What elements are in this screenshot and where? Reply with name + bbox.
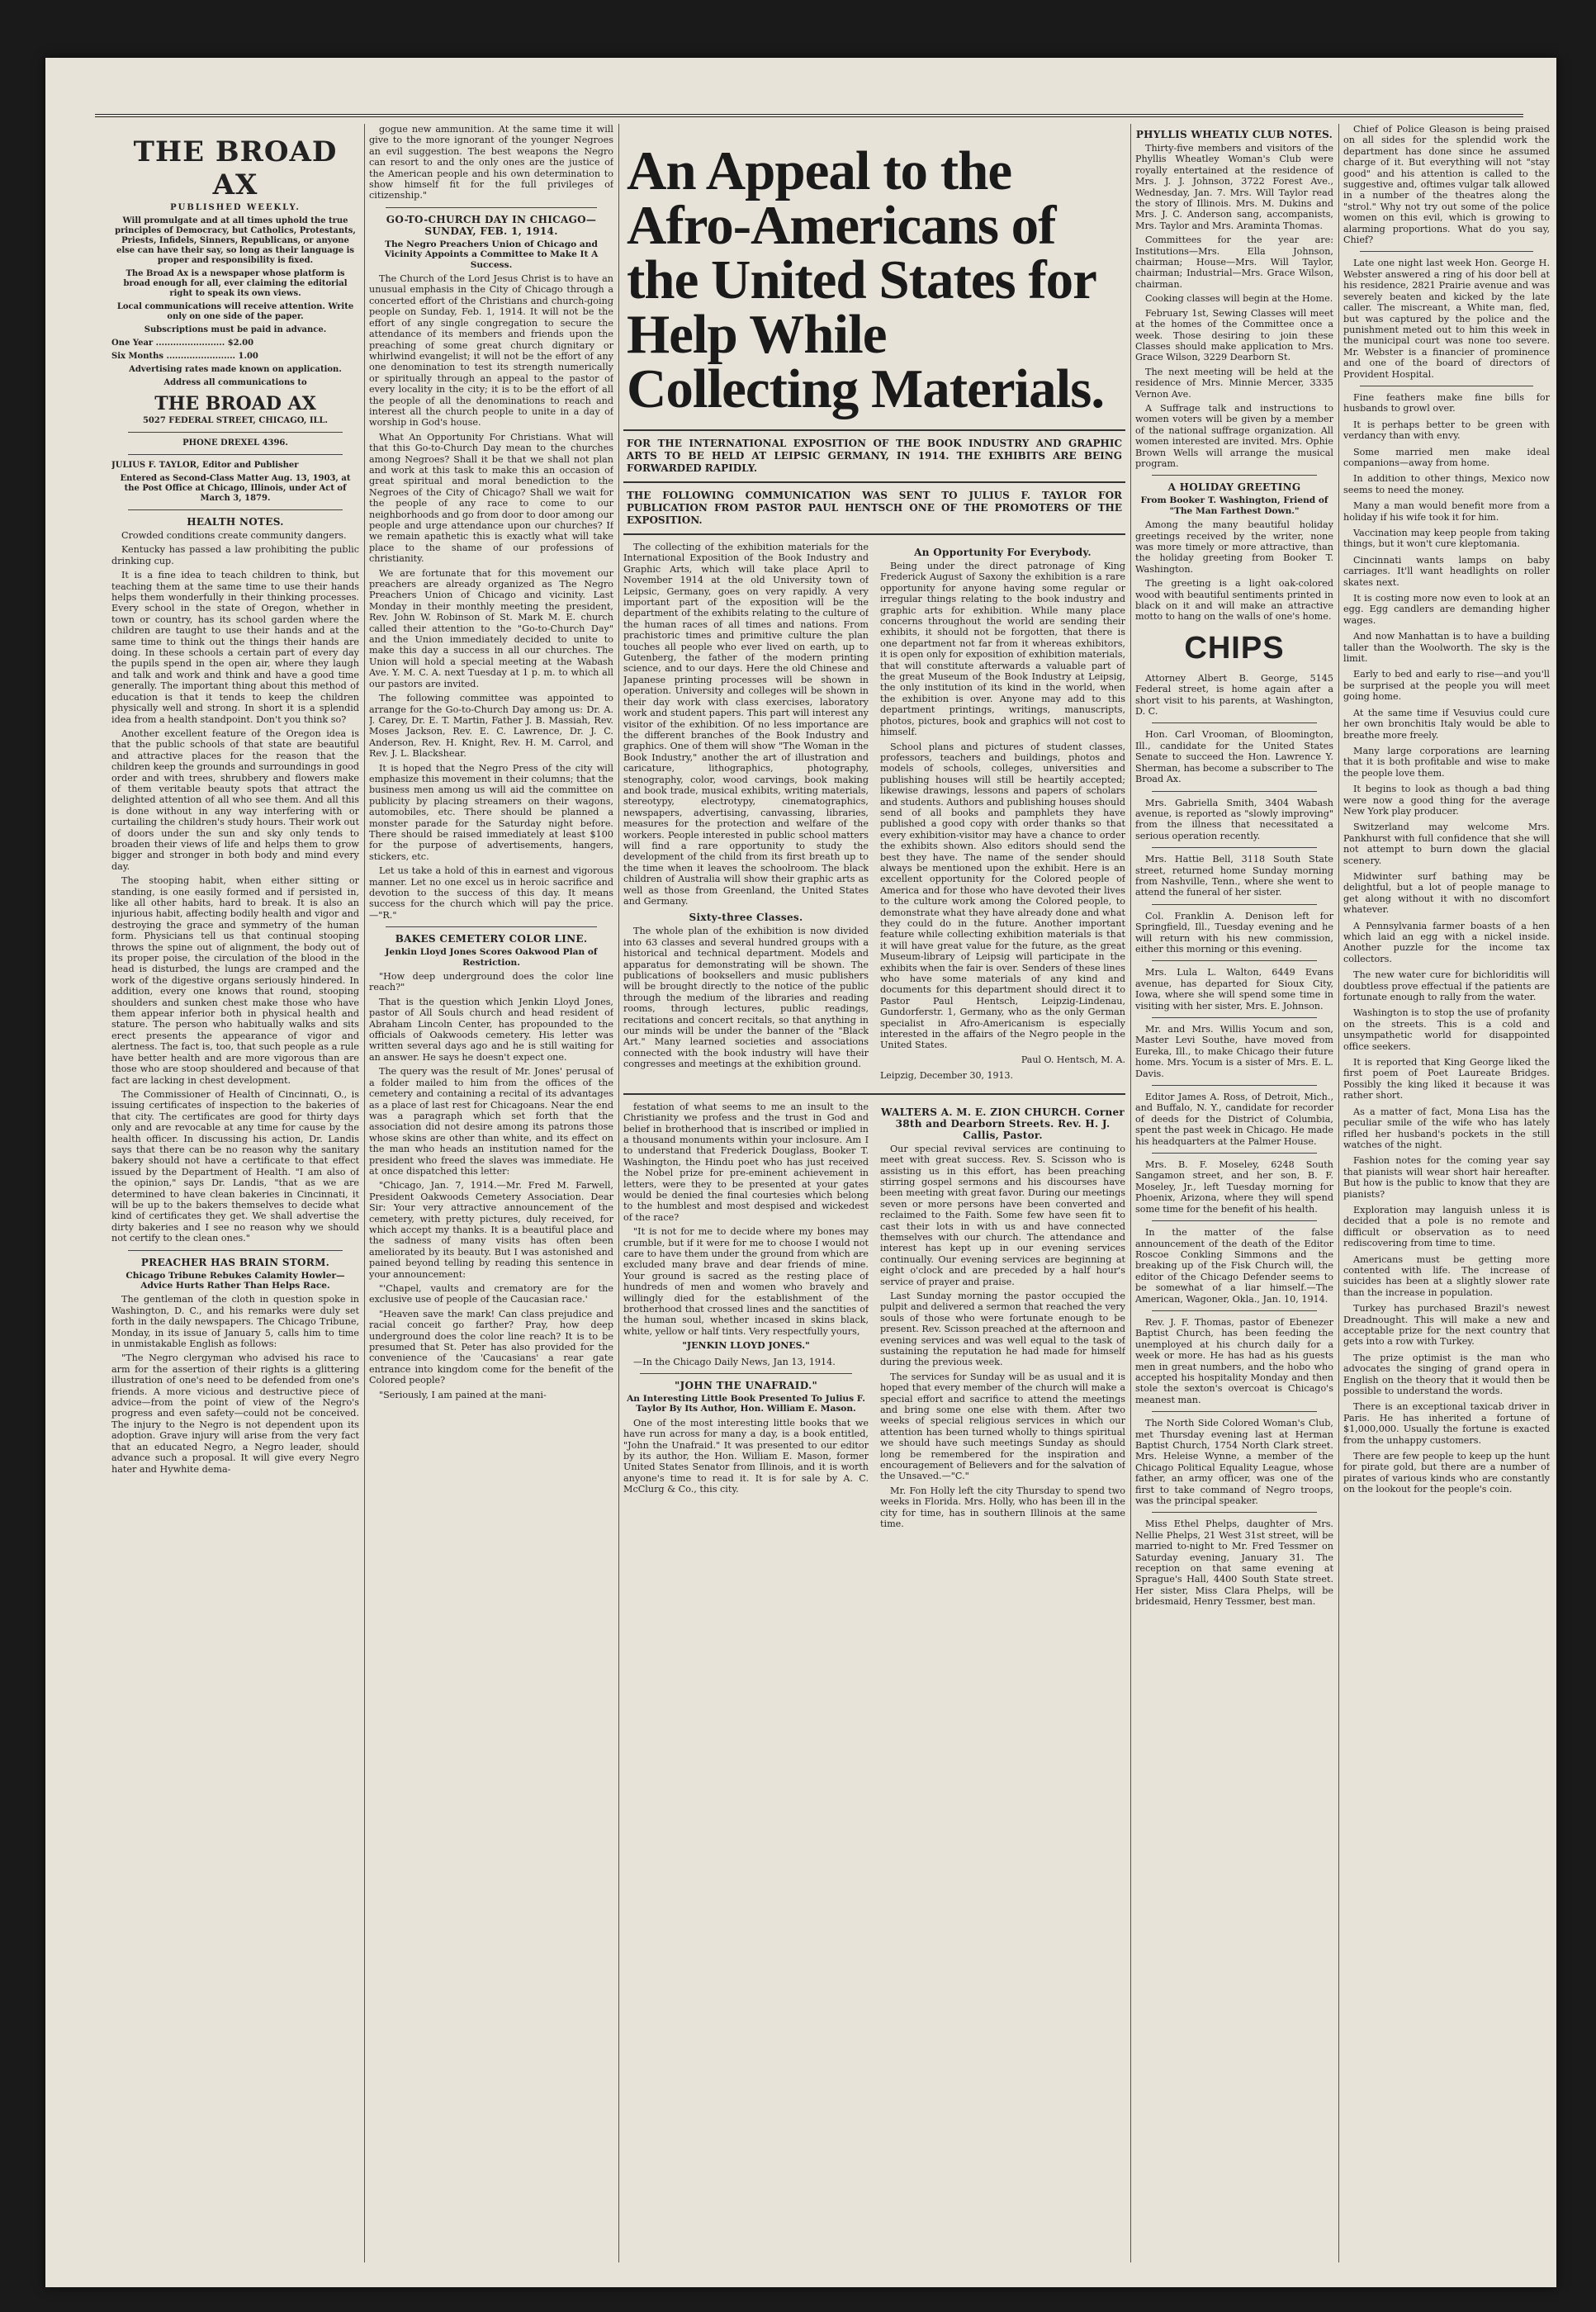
- chips-item: The North Side Colored Woman's Club, met Thursday evening last at Herman Baptist Church, 1754 North Clark street. Mrs. Heleise Wynne, a member of the Chicago Political Equality League, whose father, an army officer, was one of the first to take command of Negro troops, was the principal speaker.: [1135, 1418, 1333, 1507]
- phyllis-paragraph: February 1st, Sewing Classes will meet at the homes of the Committee once a week. Those desiring to join these Classes should make application to Mrs. Grace Wilson, 3229 Dearborn St.: [1135, 307, 1333, 363]
- walters-paragraph: The services for Sunday will be as usual and it is hoped that every member of the church will make a special effort and sacrifice to attend the meetings and bring some one else with them. After two weeks of special religious services in which our attention has been turned wholly to things spiritual we should have such meetings Sunday as should long be remembered for the inspiration and encouragement of Believers and for the salvation of the Unsaved.—"C.": [880, 1371, 1125, 1482]
- paragraph-note: It is costing more now even to look at an egg. Egg candlers are demanding higher wages.: [1343, 593, 1550, 626]
- church-paragraph: What An Opportunity For Christians. What will that this Go-to-Church Day mean to the churches among Negroes? Shall it be that we shall not plan and work at this task to make this an occasion of great spiritual and moral benediction to the Negroes of the City of Chicago? Shall we wait for the people of any race to come to our neighborhoods and go from door to door among our people and urge attendance upon our churches? If we remain apathetic this is exactly what will take place to the shame of our professions of christianity.: [369, 431, 613, 565]
- lower-right-column: [880, 1102, 1125, 1533]
- church-paragraph: It is hoped that the Negro Press of the city will emphasize this movement in their columns; that the business men among us will aid the committee on publicity by placing streamers on their wagons, automobiles, etc. There should be planned a monster parade for the Saturday night before. There should be raised immediately at least $100 for the purpose of advertisements, hangers, stickers, etc.: [369, 762, 613, 862]
- paragraph-note: Cincinnati wants lamps on baby carriages. It'll want headlights on roller skates next.: [1343, 554, 1550, 588]
- separator: [640, 1373, 852, 1374]
- preacher-subheading: Chicago Tribune Rebukes Calamity Howler—Advice Hurts Rather Than Helps Race.: [126, 1270, 345, 1291]
- column-divider: [618, 124, 619, 2262]
- paragraph-note: A Pennsylvania farmer boasts of a hen which laid an egg with a nickel inside. Another puzzle for the income tax collectors.: [1343, 920, 1550, 964]
- health-notes-heading: HEALTH NOTES.: [187, 516, 284, 528]
- paragraph-note: There is an exceptional taxicab driver in Paris. He has inherited a fortune of $1,000,000. Usually the fortune is exacted from the unhappy customers.: [1343, 1401, 1550, 1446]
- separator: [1152, 1085, 1317, 1086]
- rule: [623, 1093, 1125, 1095]
- holiday-greeting-subheading: From Booker T. Washington, Friend of "The Man Farthest Down.": [1140, 495, 1328, 516]
- chips-item: Rev. J. F. Thomas, pastor of Ebenezer Baptist Church, has been feeding the unemployed at his church daily for a week or more. He has had as his guests men in great numbers, and the hobo who accepted his hospitality Monday and then stole the sexton's overcoat is Chicago's meanest man.: [1135, 1316, 1333, 1405]
- separator: [1152, 847, 1317, 848]
- paragraph-note: And now Manhattan is to have a building taller than the Woolworth. The sky is the limit.: [1343, 631, 1550, 665]
- cemetery-paragraph: That is the question which Jenkin Lloyd Jones, pastor of All Souls church and head resident of Abraham Lincoln Center, has propounded to the officials of Oakwoods cemetery. His letter was written several days ago and he is still waiting for an answer. He says he doesn't expect one.: [369, 996, 613, 1063]
- column-divider: [364, 124, 365, 2262]
- paragraph-note: Washington is to stop the use of profanity on the streets. This is a cold and unsympathetic world for disappointed office seekers.: [1343, 1007, 1550, 1052]
- masthead-title-2: THE BROAD AX: [154, 393, 316, 415]
- cemetery-source: —In the Chicago Daily News, Jan 13, 1914.: [633, 1356, 836, 1367]
- chips-item: Miss Ethel Phelps, daughter of Mrs. Nellie Phelps, 21 West 31st street, will be married to-night to Mr. Fred Tessmer on Saturday evening, January 31. The reception on that same evening at Sprague's Hall, 4400 South State street. Her sister, Miss Clara Phelps, will be bridesmaid, Henry Tessmer, best man.: [1135, 1518, 1333, 1608]
- column-2: [369, 124, 613, 2262]
- health-paragraph: Another excellent feature of the Oregon idea is that the public schools of that state are beautiful and attractive places for the reason that the children keep the grounds and surroundings in good order and with trees, shrubbery and flowers make of them veritable beauty spots that attract the delighted attention of all who see them. And all this is done without in any way interfering with or curtailing the children's study hours. Their work out of doors under the sun and sky only tends to broaden their views of life and helps them to grow bigger and stronger in both body and mind every day.: [111, 727, 359, 872]
- column-4: [1135, 124, 1333, 2262]
- feature-body: [623, 542, 1125, 1087]
- masthead-advertising: Advertising rates made known on application.: [129, 365, 342, 374]
- masthead-phone: PHONE DREXEL 4396.: [182, 438, 288, 448]
- church-paragraph: The Church of the Lord Jesus Christ is to have an unusual emphasis in the City of Chicago through a concerted effort of the Christians and church-going people on Sunday, Feb. 1, 1914. It will not be the effort of any single congregation to secure the attendance of its members and friends upon the preaching of some great church dignitary or whirlwind evangelist; it will not be the effort of any one denomination to test its strength numerically or spiritually through an appeal to the pastor of every locality in the city; it is to be the effort of all the people of all the denominations to reach and interest all the church people to unite in a day of worship in God's house.: [369, 273, 613, 429]
- feature-headline: An Appeal to the Afro-Americans of the United States for Help While Collecting Materials.: [627, 140, 1105, 419]
- paragraph-note: The new water cure for bichloriditis will doubtless prove effectual if the patients are fortunate enough to rally from the water.: [1343, 969, 1550, 1003]
- chips-item: Mr. and Mrs. Willis Yocum and son, Master Levi Southe, have moved from Eureka, Ill., to make Chicago their future home. Mrs. Yocum is a sister of Mrs. E. L. Davis.: [1135, 1024, 1333, 1079]
- separator: [128, 454, 343, 455]
- separator: [386, 207, 597, 208]
- church-day-heading: GO-TO-CHURCH DAY IN CHICAGO—SUNDAY, FEB. 1, 1914.: [386, 213, 597, 237]
- phyllis-wheatly-heading: PHYLLIS WHEATLY CLUB NOTES.: [1135, 129, 1333, 140]
- column-divider: [1338, 124, 1339, 2262]
- book-subheading: An Interesting Little Book Presented To Julius F. Taylor By Its Author, Hon. William E. Mason.: [627, 1394, 865, 1414]
- paragraph-note: Late one night last week Hon. George H. Webster answered a ring of his door bell at his residence, 2821 Prairie avenue and was severely beaten and kicked by the late caller. The miscreant, a White man, fled, but was captured by the police and the punishment meted out to him this week in the municipal court was none too severe. Mr. Webster is a financier of prominence and one of the board of directors of Provident Hospital.: [1343, 258, 1550, 380]
- feature-subheading: Sixty-three Classes.: [689, 912, 803, 924]
- masthead-one-year: One Year ........................ $2.00: [111, 339, 254, 348]
- masthead-newspaper-note: The Broad Ax is a newspaper whose platform is broad enough for all, ever claiming the editorial right to speak its own views.: [123, 269, 348, 298]
- feature-paragraph: Being under the direct patronage of King Frederick August of Saxony the exhibition is a rare opportunity for anyone having some regular or irregular things relating to the book industry and graphic arts for exhibition. While many place concerns throughout the world are sending their exhibits, it should not be forgotten, that there is one department not far from it whereas exhibitors, it is open only for exposition of exhibition materials, that will constitute afterwards a valuable part of the great Museum of the Book Industry at Leipsig, the only institution of its kind in the world, when the exhibition is over. Anyone may add to this department printings, writings, manuscripts, photos, pictures, book and graphics will not cost to himself.: [880, 561, 1125, 738]
- health-paragraph: It is a fine idea to teach children to think, but teaching them at the same time to use their hands helps them wonderfully in their thinking processes. Every school in the state of Oregon, whether in town or country, has its school garden where the children are taught to use their hands and at the same time to think out the things their hands are doing. In these schools a certain part of every day the pupils spend in the open air, where they laugh and talk and work and think and have a good time generally. The important thing about this method of education is that it tends to keep the children physically well and strong. In short it is a splendid idea from a health standpoint. Don't you think so?: [111, 570, 359, 725]
- paragraph-note: Turkey has purchased Brazil's newest Dreadnought. This will make a new and acceptable prize for the next country that gets into a row with Turkey.: [1343, 1303, 1550, 1348]
- health-paragraph: Kentucky has passed a law prohibiting the public drinking cup.: [111, 544, 359, 566]
- column-5: [1343, 124, 1550, 2262]
- health-paragraph: The stooping habit, when either sitting or standing, is one easily formed and if persisted in, like all other habits, hard to break. It is also an injurious habit, affecting bodily health and vigor and destroying the grace and symmetry of the human form. Physicians tell us that continual stooping throws the spine out of alignment, the body out of its proper poise, the circulation of the blood in the head is disturbed, the lungs are cramped and the work of the digestive organs seriously hindered. In addition, every one knows that round, stooping shoulders and sunken chest make those who have them appear inferior both in physical health and stature. The person who habitually walks and sits erect presents the appearance of vigor and alertness. The fact is, too, that such people as a rule have better health and are more vigorous than are those who are stoop shouldered and because of that fact are lacking in chest development.: [111, 875, 359, 1086]
- paragraph-note: Many a man would benefit more from a holiday if his wife took it for him.: [1343, 500, 1550, 523]
- paragraph-note: As a matter of fact, Mona Lisa has the peculiar smile of the wife who has lately rifled her husband's pockets in the still watches of the night.: [1343, 1106, 1550, 1150]
- paragraph-note: Chief of Police Gleason is being praised on all sides for the splendid work the department has done since he assumed charge of it. But everything will not "stay good" and his attention is called to the suggestive and, oftimes vulgar talk allowed in a number of the theatres along the "strol." Why not try out some of the police women on this evil, which is growing to alarming proportions. What do you say, Chief?: [1343, 124, 1550, 246]
- walters-paragraph: Mr. Fon Holly left the city Thursday to spend two weeks in Florida. Mrs. Holly, who has been ill in the city for time, has in southern Illinois at the same time.: [880, 1485, 1125, 1530]
- column-divider: [1130, 124, 1131, 2262]
- cemetery-paragraph: "Chicago, Jan. 7, 1914.—Mr. Fred M. Farwell, President Oakwoods Cemetery Association. Dear Sir: Your very attractive announcement of the cemetery, with pretty pictures, duly received, for which accept my thanks. It is a beautiful place and the sadness of many visits has often been ameliorated by its beauty. But I was astonished and pained beyond telling by reading this sentence in your announcement:: [369, 1180, 613, 1280]
- separator: [1152, 791, 1317, 792]
- walters-church-heading: WALTERS A. M. E. ZION CHURCH. Corner 38th and Dearborn Streets. Rev. H. J. Callis, Pastor.: [880, 1106, 1125, 1141]
- preacher-paragraph: "The Negro clergyman who advised his race to arm for the assertion of their rights is a glittering illustration of one's need to be defended from one's friends. A more vicious and destructive piece of advice—from the point of view of the Negro's progress and even safety—could not be conceived. The injury to the Negro is not dependent upon its adoption. Grave injury will arise from the very fact that an educated Negro, a Negro leader, should advance such a proposal. It will give every Negro hater and Hywhite dema-: [111, 1353, 359, 1475]
- chips-item: Hon. Carl Vrooman, of Bloomington, Ill., candidate for the United States Senate to succeed the Hon. Lawrence Y. Sherman, has become a subscriber to The Broad Ax.: [1135, 729, 1333, 785]
- walters-paragraph: Our special revival services are continuing to meet with great success. Rev. S. Scisson who is assisting us in this effort, has been preaching stirring gospel sermons and his discourses have been meeting with great favor. During our meetings seven or more persons have been converted and reclaimed to the Faith. Some few have seen fit to cast their lots in with us and have connected themselves with our church. The attendance and interest has kept up in our evening services continually. Our evening services are beginning at eight o'clock and are preceded by a half hour's service of prayer and praise.: [880, 1143, 1125, 1287]
- cemetery-heading: BAKES CEMETERY COLOR LINE.: [395, 933, 588, 945]
- walters-paragraph: Last Sunday morning the pastor occupied the pulpit and delivered a sermon that reached the very souls of those who were fortunate enough to be present. Rev. Scisson preached at the afternoon and evening services and was well equal to the task of sustaining the reputation he had made for himself during the previous week.: [880, 1290, 1125, 1368]
- masthead-street: 5027 FEDERAL STREET, CHICAGO, ILL.: [142, 416, 329, 425]
- masthead-title: THE BROAD AX: [133, 135, 338, 201]
- masthead-subscription: Subscriptions must be paid in advance.: [144, 325, 327, 334]
- preacher-heading: PREACHER HAS BRAIN STORM.: [140, 1256, 330, 1268]
- feature-right-column: [880, 542, 1125, 1087]
- lower-left-column: [623, 1102, 869, 1533]
- phyllis-paragraph: A Suffrage talk and instructions to women voters will be given by a member of the national suffrage organization. All women interested are invited. Mrs. Ophie Brown Wells will arrange the musical program.: [1135, 402, 1333, 469]
- separator: [386, 926, 597, 927]
- paragraph-note: Vaccination may keep people from taking things, but it won't cure kleptomania.: [1343, 528, 1550, 550]
- cemetery-continued: festation of what seems to me an insult to the Christianity we profess and the trust in God and belief in brotherhood that is inscribed or implied in a thousand monuments within your inclosure. Am I to understand that Frederick Douglass, Booker T. Washington, the Hindu poet who has just received the Nobel prize for pre-eminent achievement in letters, were they to be presented at your gates would be denied the final courtesies which belong to the humblest and most despised and wickedest of the race?: [623, 1101, 869, 1223]
- church-day-subheading: The Negro Preachers Union of Chicago and Vicinity Appoints a Committee to Make It A Success.: [384, 239, 599, 270]
- holiday-paragraph: Among the many beautiful holiday greetings received by the writer, none was more timely or more attractive, than the holiday greeting from Booker T. Washington.: [1135, 519, 1333, 575]
- feature-subheading: An Opportunity For Everybody.: [914, 547, 1092, 558]
- phyllis-paragraph: Committees for the year are: Institutions—Mrs. Ella Johnson, chairman; House—Mrs. Will Taylor, chairman; Industrial—Mrs. Grace Wilson, chairman.: [1135, 235, 1333, 290]
- masthead-address-line: Address all communications to: [163, 378, 307, 387]
- rule: [623, 481, 1125, 483]
- feature-paragraph: The whole plan of the exhibition is now divided into 63 classes and several hundred groups with a historical and technical department. Models and apparatus for demonstrating will be shown. The publications of booksellers and music publishers will be brought directly to the notice of the public through the medium of the libraries and reading rooms, through lectures, public readings, recitations and concert recitals, so that anything in our minds will be under the banner of the "Black Art." Many learned societies and associations connected with the book industry will have their congresses and meetings at the exhibition ground.: [623, 926, 869, 1070]
- separator: [1152, 1220, 1317, 1221]
- church-paragraph: Let us take a hold of this in earnest and vigorous manner. Let no one excel us in heroic sacrifice and devotion to the success of this day. It means success for the church which will pay the price.—"R.": [369, 865, 613, 921]
- cemetery-signature: "JENKIN LLOYD JONES.": [682, 1340, 810, 1352]
- cemetery-paragraph: "'Chapel, vaults and crematory are for the exclusive use of people of the Caucasian race.': [369, 1283, 613, 1305]
- chips-item: Col. Franklin A. Denison left for Springfield, Ill., Tuesday evening and he will return with his new commission, either this morning or this evening.: [1135, 910, 1333, 955]
- health-paragraph: Crowded conditions create community dangers.: [121, 530, 347, 541]
- paragraph-note: Midwinter surf bathing may be delightful, but a lot of people manage to get along without it with no discomfort whatever.: [1343, 870, 1550, 916]
- paragraph-note: There are few people to keep up the hunt for pirate gold, but there are a number of pirates of various kinds who are constantly on the lookout for the people's coin.: [1343, 1451, 1550, 1495]
- column-3-feature: [623, 124, 1125, 2262]
- feature-signature: Paul O. Hentsch, M. A.: [1021, 1054, 1125, 1065]
- phyllis-paragraph: Thirty-five members and visitors of the Phyllis Wheatley Woman's Club were royally entertained at the residence of Mrs. J. J. Johnson, 3722 Forest Ave., Wednesday, Jan. 7. Mrs. Will Taylor read the story of Illinois. Mrs. M. Dukins and Mrs. J. C. Anderson sang, accompanists, Mrs. Taylor and Mrs. Araminta Thomas.: [1135, 143, 1333, 231]
- masthead-platform: Will promulgate and at all times uphold the true principles of Democracy, but Catholics, Protestants, Priests, Infidels, Sinners, Republicans, or anyone else can have their say, so long as their language is proper and responsibility is fixed.: [115, 216, 356, 265]
- separator: [1360, 251, 1533, 252]
- holiday-paragraph: The greeting is a light oak-colored wood with beautiful sentiments printed in black on it and will make an attractive motto to hang on the walls of one's home.: [1135, 578, 1333, 623]
- feature-deck: THE FOLLOWING COMMUNICATION WAS SENT TO JULIUS F. TAYLOR FOR PUBLICATION FROM PASTOR PAUL HENTSCH ONE OF THE PROMOTERS OF THE EXPOSITION.: [627, 490, 1122, 526]
- masthead-entered: Entered as Second-Class Matter Aug. 13, 1903, at the Post Office at Chicago, Illinois, under Act of March 3, 1879.: [120, 474, 351, 503]
- rule: [623, 429, 1125, 431]
- separator: [128, 1250, 343, 1251]
- cemetery-paragraph: The query was the result of Mr. Jones' perusal of a folder mailed to him from the offices of the cemetery and containing a recital of its advantages as a place of last rest for Chicagoans. Near the end was a paragraph which set forth that the association did not desire among its patrons those whose skins are other than white, and its effect on the man who heads an institution named for the president who freed the slaves was immediate. He at once dispatched this letter:: [369, 1066, 613, 1177]
- paragraph-note: In addition to other things, Mexico now seems to need the money.: [1343, 473, 1550, 495]
- paragraph-note: Early to bed and early to rise—and you'll be surprised at the people you will meet going home.: [1343, 669, 1550, 703]
- lower-section: [623, 1102, 1125, 1533]
- separator: [128, 509, 343, 510]
- separator: [1152, 1411, 1317, 1412]
- separator: [1152, 1153, 1317, 1154]
- cemetery-subheading: Jenkin Lloyd Jones Scores Oakwood Plan of Restriction.: [385, 947, 598, 968]
- paragraph-note: Exploration may languish unless it is decided that a pole is no remote and difficult or observation as to need rediscovering from time to time.: [1343, 1204, 1550, 1249]
- chips-item: Mrs. Lula L. Walton, 6449 Evans avenue, has departed for Sioux City, Iowa, where she will spend some time in visiting with her sister, Mrs. E. Johnson.: [1135, 967, 1333, 1012]
- church-paragraph: The following committee was appointed to arrange for the Go-to-Church Day among us: Dr. A. J. Carey, Dr. E. T. Martin, Father J. B. Massiah, Rev. Moses Jackson, Rev. E. C. Lawrence, Dr. J. C. Anderson, Rev. H. Knight, Rev. H. M. Carrol, and Rev. J. L. Blackshear.: [369, 693, 613, 760]
- paragraph-note: Fine feathers make fine bills for husbands to growl over.: [1343, 391, 1550, 415]
- chips-item: In the matter of the false announcement of the death of the Editor Roscoe Conkling Simmons and the breaking up of the Fisk Church will, the editor of the Chicago Defender seems to be somewhat of a liar himself.—The American, Wagoner, Okla., Jan. 10, 1914.: [1135, 1227, 1333, 1305]
- book-heading: "JOHN THE UNAFRAID.": [674, 1380, 818, 1392]
- chips-item: Mrs. Hattie Bell, 3118 South State street, returned home Sunday morning from Nashville, Tenn., where she went to attend the funeral of her sister.: [1135, 854, 1333, 898]
- paragraph-note: Many large corporations are learning that it is both profitable and wise to make the people love them.: [1343, 745, 1550, 779]
- masthead-editor: JULIUS F. TAYLOR, Editor and Publisher: [111, 461, 299, 470]
- paragraph-note: Fashion notes for the coming year say that pianists will wear short hair hereafter. But how is the public to know that they are pianists?: [1343, 1155, 1550, 1200]
- separator: [1152, 904, 1317, 905]
- cemetery-paragraph: "Heaven save the mark! Can class prejudice and racial conceit go farther? Pray, how deep underground does the color line reach? It is to be presumed that St. Peter has also provided for the convenience of the 'Caucasians' a rear gate entrance into kingdom come for the benefit of the Colored people?: [369, 1308, 613, 1386]
- chips-item: Editor James A. Ross, of Detroit, Mich., and Buffalo, N. Y., candidate for recorder of deeds for the District of Columbia, spent the past week in Chicago. He made his headquarters at the Palmer House.: [1135, 1092, 1333, 1147]
- newspaper-page: [45, 58, 1556, 2287]
- chips-item: Mrs. Gabriella Smith, 3404 Wabash avenue, is reported as "slowly improving" from the illness that necessitated a serious operation recently.: [1135, 797, 1333, 841]
- phyllis-paragraph: Cooking classes will begin at the Home.: [1145, 293, 1333, 305]
- feature-paragraph: The collecting of the exhibition materials for the International Exposition of the Book Industry and Graphic Arts, which will take place April to November 1914 at the old University town of Leipsic, Germany, goes on very rapidly. A very important part of the exposition will be the department of the exhibits relating to the culture of the human races of all times and nations. From prachistoric times and primitive culture the plan touches all people who ever lived on earth, up to Gutenberg, the father of the modern printing science, and to our days. Here the old Chinese and Japanese printing processes will be shown in operation. University and colleges will be shown in their day work with class exercises, laboratory work and student papers. This part will interest any visitor of the exhibition. Of no less importance are the different branches of the Book Industry and graphics. One of them will show "The Woman in the Book Industry," another the art of illustration and caricature, lithographics, photography, stenography, color, wood carvings, book making and book trade, musical exhibits, writing materials, stereotypy, electrotypy, cinematographics, newspapers, advertising, canvassing, libraries, measures for the protection and welfare of the workers. People interested in public school matters will find a rare opportunity to study the development of the child from its first breath up to the time when it leaves the schoolroom. The black children of Australia will show their graphic arts as well as those from Greenland, the United States and Germany.: [623, 542, 869, 907]
- preacher-continued: gogue new ammunition. At the same time it will give to the more ignorant of the younger Negroes an evil suggestion. The best weapons the Negro can resort to and the only ones are the justice of the American people and his own determination to show himself fit for the full privileges of citizenship.": [369, 124, 613, 201]
- separator: [1152, 960, 1317, 961]
- column-1: [111, 124, 359, 2262]
- health-paragraph: The Commissioner of Health of Cincinnati, O., is issuing certificates of inspection to the bakeries of that city. The certificates are good for thirty days only and are revocable at any time for cause by the health officer. In discussing his action, Dr. Landis says that there can be no reason why the sanitary bakery should not have a certificate to that effect issued by the Department of Health. "I am also of the opinion," says Dr. Landis, "that as we are determined to have clean bakeries in Cincinnati, it will be up to the bakers themselves to decide what kind of certificates they get. We shall advertise the dirty bakeries and I see no reason why we should not certify to the clean ones.": [111, 1088, 359, 1244]
- cemetery-continued: "It is not for me to decide where my bones may crumble, but if it were for me to choose I would not care to have them under the ground from which are excluded many brave and dear friends of mine. Your ground is sacred as the resting place of hundreds of men and women who bravely and willingly died for the establishment of the brotherhood that crossed lines and the sanctities of the human soul, whether incased in skins black, white, yellow or half tints. Very respectfully yours,: [623, 1226, 869, 1337]
- separator: [1152, 1017, 1317, 1018]
- church-paragraph: We are fortunate that for this movement our preachers are already organized as The Negro Preachers Union of Chicago and vicinity. Last Monday in their monthly meeting the president, Rev. John W. Robinson of St. Mark M. E. church called their attention to the "Go-to-Church Day" and the Union immediately decided to unite to make this day a success in all our churches. The Union will hold a special meeting at the Wabash Ave. Y. M. C. A. next Tuesday at 1 p. m. to which all our pastors are invited.: [369, 567, 613, 689]
- preacher-paragraph: The gentleman of the cloth in question spoke in Washington, D. C., and his remarks were duly set forth in the daily newspapers. The Chicago Tribune, Monday, in its issue of January 5, calls him to time in unmistakable English as follows:: [111, 1294, 359, 1350]
- separator: [1152, 1310, 1317, 1311]
- paragraph-note: It is reported that King George liked the first poem of Poet Laureate Bridges. Possibly the king liked it because it was rather short.: [1343, 1057, 1550, 1102]
- feature-deck: FOR THE INTERNATIONAL EXPOSITION OF THE BOOK INDUSTRY AND GRAPHIC ARTS TO BE HELD AT LEIPSIC GERMANY, IN 1914. THE EXHIBITS ARE BEING FORWARDED RAPIDLY.: [627, 438, 1122, 474]
- separator: [1152, 722, 1317, 723]
- separator: [128, 432, 343, 433]
- feature-left-column: [623, 542, 869, 1087]
- cemetery-paragraph: "How deep underground does the color line reach?": [369, 971, 613, 993]
- paragraph-note: Americans must be getting more contented with life. The increase of suicides has been at a slightly slower rate than the increase in population.: [1343, 1253, 1550, 1298]
- paragraph-note: It begins to look as though a bad thing were now a good thing for the average New York play producer.: [1343, 784, 1550, 817]
- cemetery-paragraph: "Seriously, I am pained at the mani-: [379, 1389, 547, 1400]
- masthead-local: Local communications will receive attention. Write only on one side of the paper.: [116, 302, 354, 321]
- feature-paragraph: School plans and pictures of student classes, professors, teachers and buildings, photos and models of schools, colleges, universities and publishing houses will still be heartily accepted; likewise drawings, lessons and papers of scholars and students. Authors and publishing houses should send of all books and pamphlets they have published a good copy with order thanks so that every exhibition-visitor may have a chance to order the exhibits shown. Also editors should send the best they have. The name of the sender should always be mentioned upon the exhibit. Here is an excellent opportunity for the Colored people of America and for those who have devoted their lives to the culture work among the Colored people, to demonstrate what they have already done and what they could do in the future. Another important feature while collecting exhibition materials is that it will have great value for the future, as the great Museum-library of Leipsig will participate in the exhibits when the fair is over. Senders of these lines who have some materials of any kind and documents for this department should direct it to Pastor Paul Hentsch, Leipzig-Lindenau, Gundorferstr. 1, Germany, who as the only German specialist in Afro-Americanism is especially interested in the affairs of the Negro people in the United States.: [880, 741, 1125, 1051]
- paragraph-note: Some married men make ideal companions—away from home.: [1343, 446, 1550, 468]
- top-double-rule: [95, 114, 1523, 117]
- chips-heading: CHIPS: [1184, 630, 1285, 666]
- paragraph-note: It is perhaps better to be green with verdancy than with envy.: [1343, 419, 1550, 442]
- paragraph-note: Switzerland may welcome Mrs. Pankhurst with full confidence that she will not attempt to burn down the glacial scenery.: [1343, 822, 1550, 866]
- chips-item: Attorney Albert B. George, 5145 Federal street, is home again after a short visit to his parents, at Washington, D. C.: [1135, 672, 1333, 718]
- feature-date: Leipzig, December 30, 1913.: [880, 1070, 1013, 1082]
- paragraph-note: The prize optimist is the man who advocates the singing of grand opera in English on the theory that it would then be possible to understand the words.: [1343, 1352, 1550, 1397]
- masthead-published: PUBLISHED WEEKLY.: [170, 203, 301, 212]
- holiday-greeting-heading: A HOLIDAY GREETING: [1167, 481, 1301, 494]
- chips-item: Mrs. B. F. Moseley, 6248 South Sangamon street, and her son, B. F. Moseley, Jr., left Tuesday morning for Phoenix, Arizona, where they will spend some time for the benefit of his health.: [1135, 1159, 1333, 1215]
- separator: [1152, 475, 1317, 476]
- book-paragraph: One of the most interesting little books that we have run across for many a day, is a book entitled, "John the Unafraid." It was presented to our editor by its author, the Hon. William E. Mason, former United States Senator from Illinois, and it is worth anyone's time to read it. It is for sale by A. C. McClurg & Co., this city.: [623, 1417, 869, 1495]
- rule: [623, 533, 1125, 535]
- phyllis-paragraph: The next meeting will be held at the residence of Mrs. Minnie Mercer, 3335 Vernon Ave.: [1135, 366, 1333, 400]
- paragraph-note: At the same time if Vesuvius could cure her own bronchitis Italy would be able to breathe more freely.: [1343, 707, 1550, 741]
- masthead-six-months: Six Months ........................ 1.00: [111, 352, 258, 361]
- separator: [1152, 1512, 1317, 1513]
